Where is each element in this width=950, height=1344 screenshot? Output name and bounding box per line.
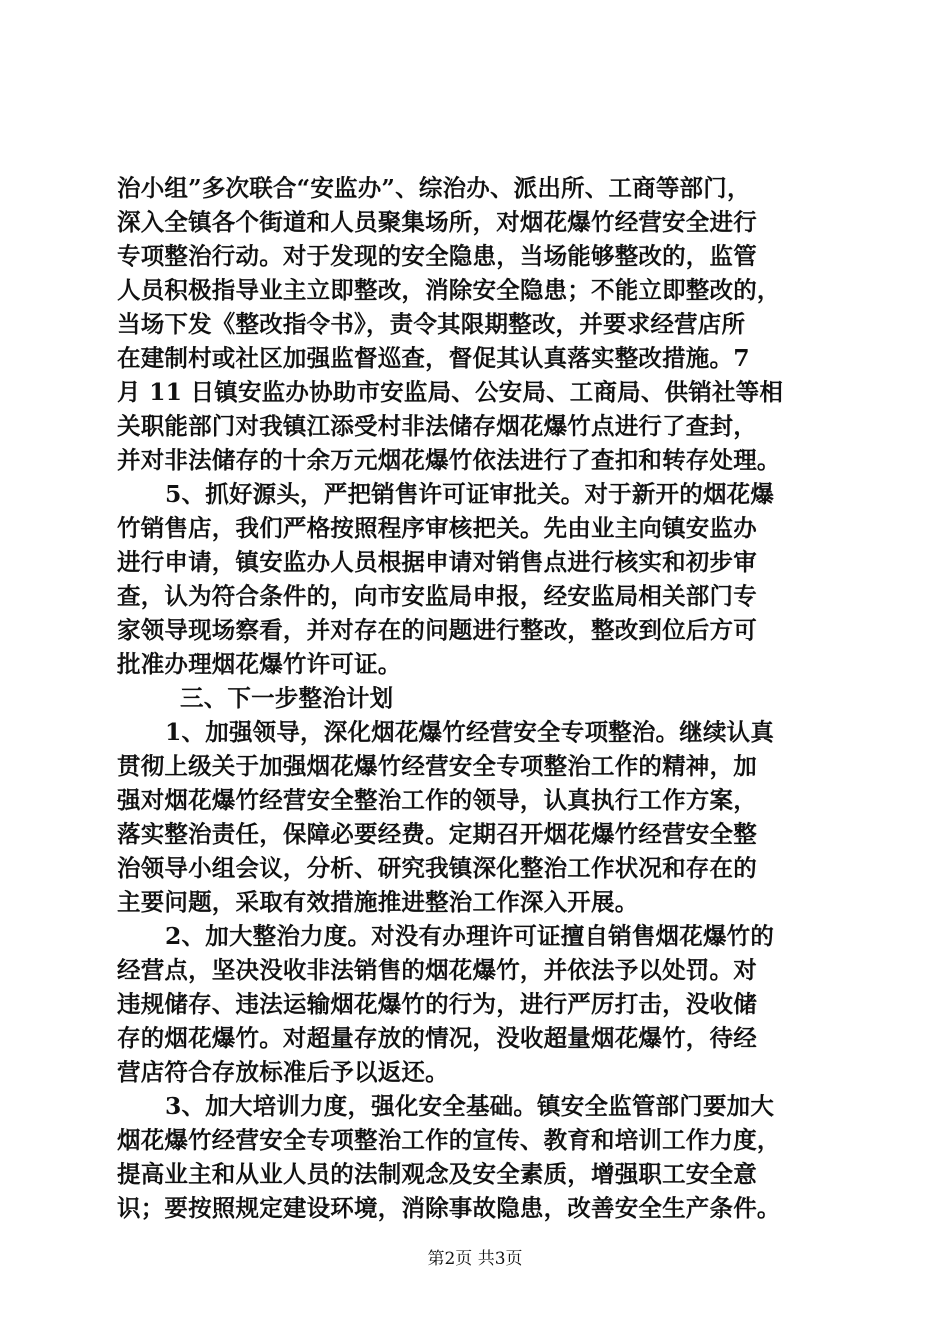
text-line: 治领导小组会议，分析、研究我镇深化整治工作状况和存在的 bbox=[117, 854, 757, 882]
text-line: 经营点，坚决没收非法销售的烟花爆竹，并依法予以处罚。对 bbox=[117, 956, 757, 984]
text-line: 落实整治责任，保障必要经费。定期召开烟花爆竹经营安全整 bbox=[117, 820, 757, 848]
text-line: 2、加大整治力度。对没有办理许可证擅自销售烟花爆竹的 bbox=[165, 922, 775, 950]
text-line: 竹销售店，我们严格按照程序审核把关。先由业主向镇安监办 bbox=[117, 514, 757, 542]
text-line: 贯彻上级关于加强烟花爆竹经营安全专项整治工作的精神，加 bbox=[117, 752, 757, 780]
text-line: 1、加强领导，深化烟花爆竹经营安全专项整治。继续认真 bbox=[165, 718, 775, 746]
text-line: 在建制村或社区加强监督巡查，督促其认真落实整改措施。7 bbox=[117, 344, 750, 372]
text-line: 强对烟花爆竹经营安全整治工作的领导，认真执行工作方案， bbox=[117, 786, 757, 814]
text-line: 进行申请，镇安监办人员根据申请对销售点进行核实和初步审 bbox=[117, 548, 757, 576]
text-line: 当场下发《整改指令书》，责令其限期整改，并要求经营店所 bbox=[117, 310, 746, 338]
text-line: 并对非法储存的十余万元烟花爆竹依法进行了查扣和转存处理。 bbox=[117, 446, 781, 474]
text-line: 关职能部门对我镇江添受村非法储存烟花爆竹点进行了查封， bbox=[117, 412, 757, 440]
page-footer: 第2页 共3页 bbox=[427, 1249, 523, 1269]
section-heading: 三、下一步整治计划 bbox=[180, 684, 394, 712]
text-line: 3、加大培训力度，强化安全基础。镇安全监管部门要加大 bbox=[165, 1092, 775, 1120]
text-line: 专项整治行动。对于发现的安全隐患，当场能够整改的，监管 bbox=[117, 242, 757, 270]
text-line: 人员积极指导业主立即整改，消除安全隐患；不能立即整改的， bbox=[117, 276, 781, 304]
text-line: 烟花爆竹经营安全专项整治工作的宣传、教育和培训工作力度， bbox=[117, 1126, 781, 1154]
text-line: 识；要按照规定建设环境，消除事故隐患，改善安全生产条件。 bbox=[117, 1194, 781, 1222]
text-line: 查，认为符合条件的，向市安监局申报，经安监局相关部门专 bbox=[117, 582, 757, 610]
text-line: 家领导现场察看，并对存在的问题进行整改，整改到位后方可 bbox=[117, 616, 757, 644]
text-line: 违规储存、违法运输烟花爆竹的行为，进行严厉打击，没收储 bbox=[117, 990, 757, 1018]
text-line: 营店符合存放标准后予以返还。 bbox=[117, 1058, 449, 1086]
text-line: 深入全镇各个街道和人员聚集场所，对烟花爆竹经营安全进行 bbox=[117, 208, 757, 236]
text-line: 存的烟花爆竹。对超量存放的情况，没收超量烟花爆竹，待经 bbox=[117, 1024, 757, 1052]
text-line: 批准办理烟花爆竹许可证。 bbox=[117, 650, 402, 678]
text-line: 主要问题，采取有效措施推进整治工作深入开展。 bbox=[117, 888, 639, 916]
text-line: 月 11 日镇安监办协助市安监局、公安局、工商局、供销社等相 bbox=[117, 378, 784, 406]
text-line: 5、抓好源头，严把销售许可证审批关。对于新开的烟花爆 bbox=[165, 480, 775, 508]
text-line: 治小组”多次联合“安监办”、综治办、派出所、工商等部门， bbox=[117, 174, 751, 202]
text-line: 提高业主和从业人员的法制观念及安全素质，增强职工安全意 bbox=[117, 1160, 757, 1188]
